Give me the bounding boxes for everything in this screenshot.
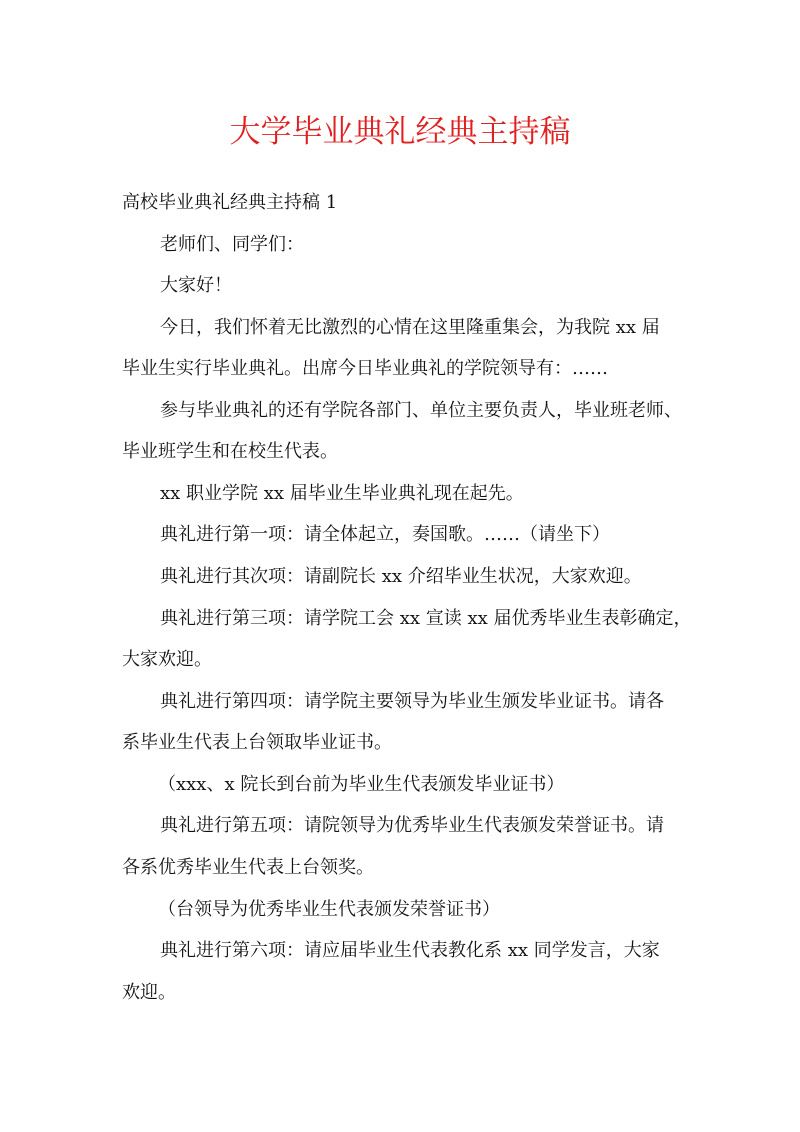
paragraph-line: 大家好！ [160, 275, 232, 296]
paragraph-line: （台领导为优秀毕业生代表颁发荣誉证书） [158, 899, 500, 920]
document-title: 大学毕业典礼经典主持稿 [229, 114, 571, 150]
paragraph-line: 典礼进行其次项：请副院长 xx 介绍毕业生状况，大家欢迎。 [160, 566, 642, 587]
paragraph-line: （xxx、x 院长到台前为毕业生代表颁发毕业证书） [158, 774, 565, 795]
paragraph-line: 毕业生实行毕业典礼。出席今日毕业典礼的学院领导有：…… [122, 358, 608, 379]
paragraph-line: 毕业班学生和在校生代表。 [122, 441, 338, 462]
paragraph-line: 典礼进行第四项：请学院主要领导为毕业生颁发毕业证书。请各 [160, 691, 664, 712]
paragraph-line: 今日，我们怀着无比激烈的心情在这里隆重集会，为我院 xx 届 [160, 317, 660, 338]
paragraph-line: 参与毕业典礼的还有学院各部门、单位主要负责人，毕业班老师、 [160, 400, 682, 421]
paragraph-line: 典礼进行第六项：请应届毕业生代表教化系 xx 同学发言，大家 [160, 940, 660, 961]
paragraph-line: 典礼进行第三项：请学院工会 xx 宣读 xx 届优秀毕业生表彰确定， [160, 608, 692, 629]
paragraph-line: 各系优秀毕业生代表上台领奖。 [122, 857, 374, 878]
paragraph-line: 老师们、同学们： [160, 234, 304, 255]
paragraph-line: 欢迎。 [122, 982, 176, 1003]
paragraph-line: xx 职业学院 xx 届毕业生毕业典礼现在起先。 [160, 483, 524, 504]
paragraph-line: 大家欢迎。 [122, 649, 212, 670]
paragraph-line: 典礼进行第五项：请院领导为优秀毕业生代表颁发荣誉证书。请 [160, 815, 664, 836]
paragraph-line: 典礼进行第一项：请全体起立，奏国歌。……（请坐下） [160, 524, 610, 545]
paragraph-line: 系毕业生代表上台领取毕业证书。 [122, 732, 392, 753]
section-heading: 高校毕业典礼经典主持稿 1 [122, 192, 338, 213]
